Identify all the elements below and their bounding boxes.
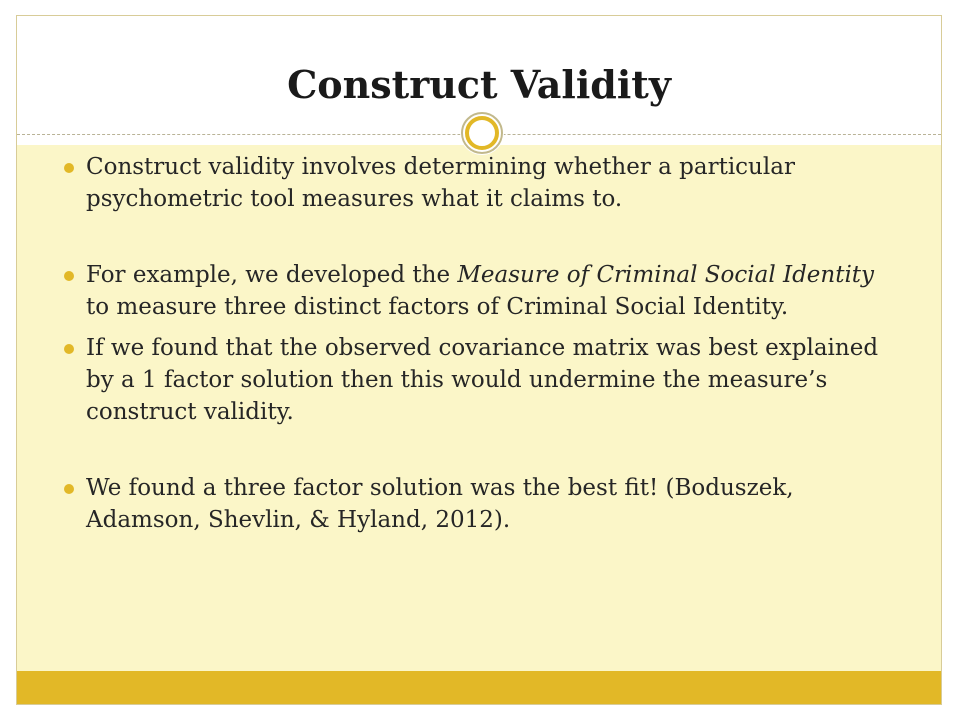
bullet-item	[64, 259, 884, 323]
bullet-text-post: to measure three distinct factors of Criminal Social Identity.	[86, 294, 789, 320]
bullet-text: If we found that the observed covariance matrix was best explained by a 1 factor solution then this would undermine the measure’s construct validity.	[86, 335, 879, 425]
bullet-text: Construct validity involves determining whether a particular psychometric tool measures what it claims to.	[86, 154, 795, 212]
bullet-list	[64, 151, 884, 536]
bullet-text: We found a three factor solution was the best fit! (Boduszek, Adamson, Shevlin, & Hyland, 2012).	[86, 475, 794, 533]
measure-title: Measure of Criminal Social Identity	[457, 262, 875, 288]
bullet-text-pre: For example, we developed the	[86, 262, 458, 288]
bullet-item	[64, 472, 884, 536]
bullet-item	[64, 332, 884, 428]
bullet-item	[64, 151, 884, 215]
footer-bar	[17, 671, 941, 704]
slide-title: Construct Validity	[287, 62, 671, 107]
circle-ornament-icon	[460, 111, 504, 155]
